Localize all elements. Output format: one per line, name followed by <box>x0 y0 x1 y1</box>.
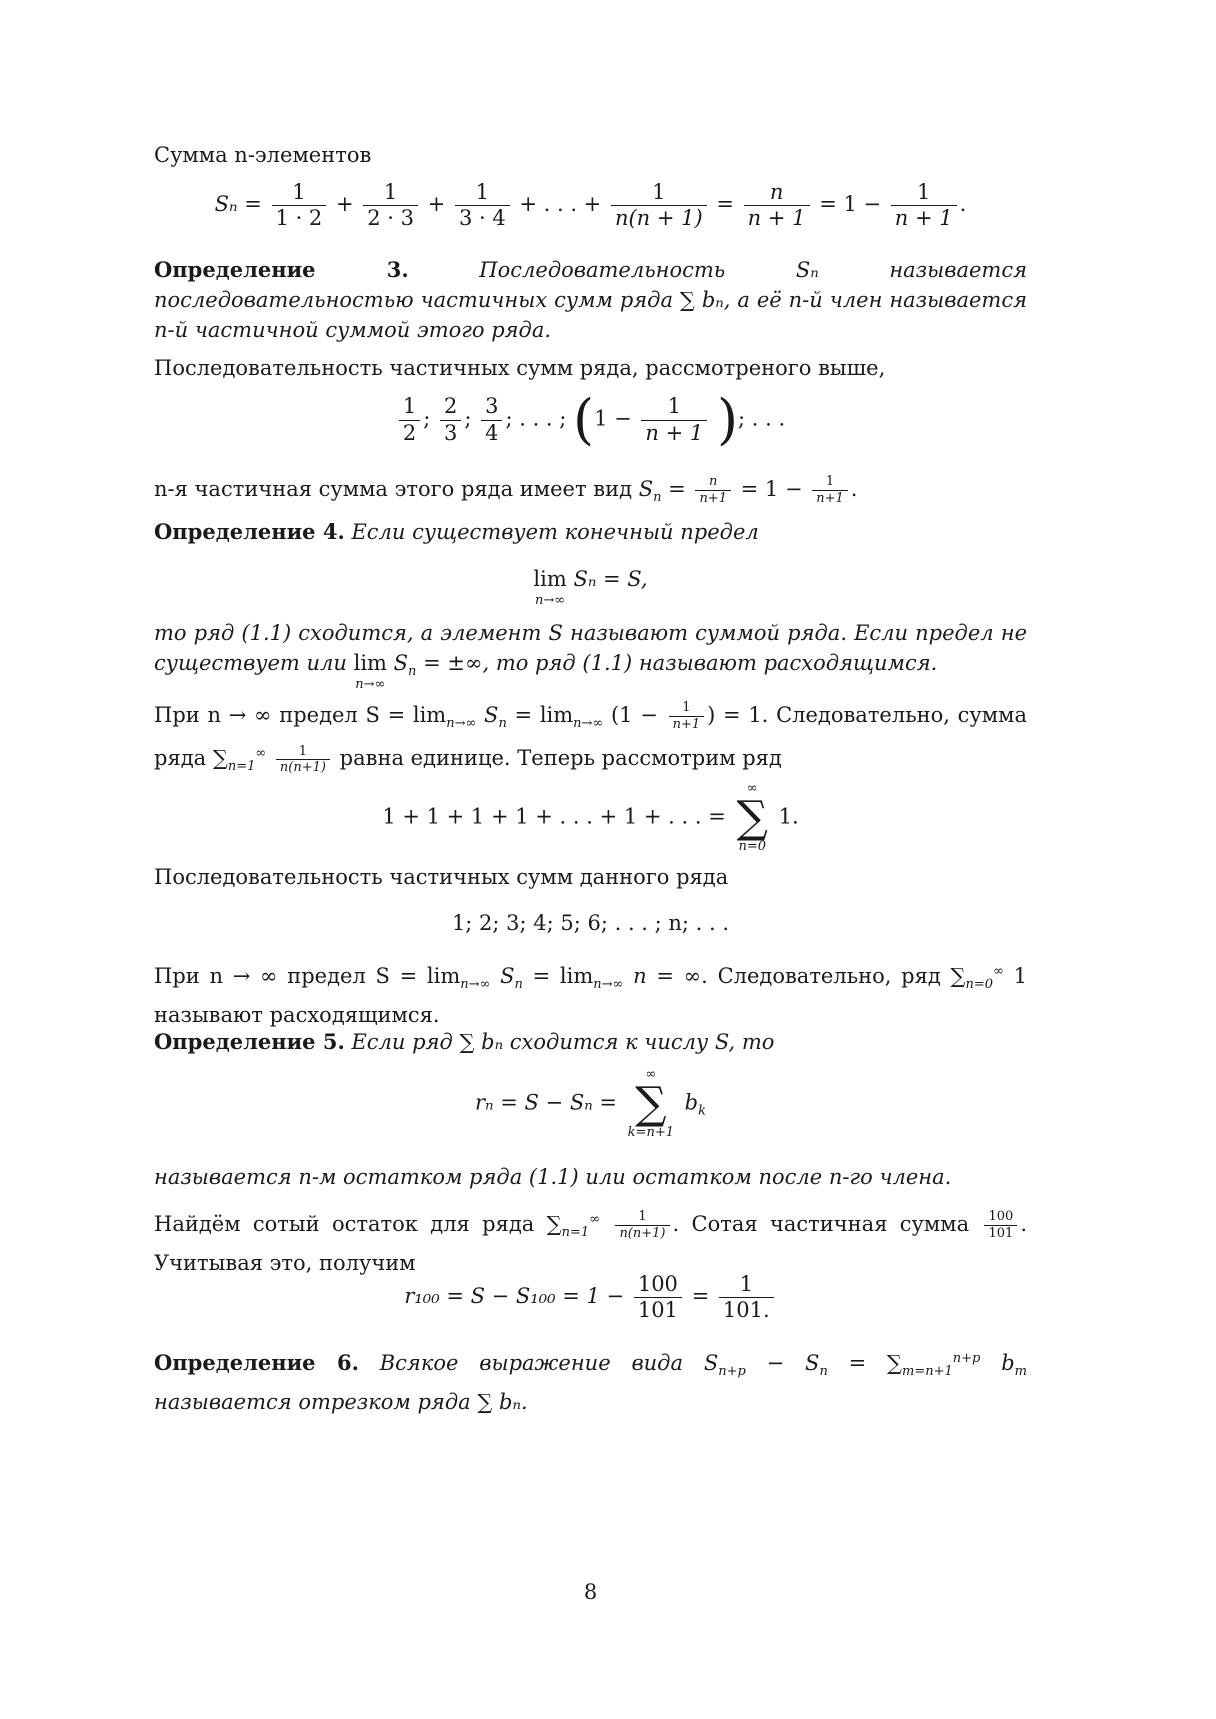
definition-4-continued: то ряд (1.1) сходится, а элемент S называют суммой ряда. Если предел не существует или lim n→∞ $S_n$ = ±∞, то ряд (1.1) называют расходящимся. <box>154 621 1027 692</box>
definition-3: Определение 3. Последовательность Sₙ называется последовательностью частичных сумм ряда ∑ bₙ, а её n-й член называется n-й частичной суммой этого ряда. <box>154 257 1027 342</box>
formula-remainder: rₙ = S − Sₙ = ∞ ∑ k=n+1 $b_k$ <box>474 1067 707 1140</box>
page-number: 8 <box>583 1580 598 1604</box>
nth-partial-line: n-я частичная сумма этого ряда имеет вид $S_n$ = $\frac{n}{n+1}$ = 1 − $\frac{1}{n+1}$ . <box>154 474 858 506</box>
definition-6: Определение 6. Всякое выражение вида $S_{n+p} - S_n = \sum_{m=n+1}^{n+p}$ $b_m$ называется отрезком ряда ∑ bₙ. <box>154 1350 1027 1415</box>
formula-limit: lim n→∞ Sₙ = S, <box>533 567 648 608</box>
definition-5-continued: называется n-м остатком ряда (1.1) или остатком после n-го члена. <box>154 1165 952 1189</box>
seq2-intro: Последовательность частичных сумм данного ряда <box>154 865 729 889</box>
partial-sums-intro: Последовательность частичных сумм ряда, рассмотреного выше, <box>154 356 886 380</box>
remainder-100-paragraph: Найдём сотый остаток для ряда $\sum_{n=1}^\infty$ $\frac{1}{n(n+1)}$ . Сотая частичная сумма $\frac{100}{101}$ . Учитывая это, получим <box>154 1209 1027 1276</box>
definition-4: Определение 4. Если существует конечный предел <box>154 519 759 544</box>
formula-sum-of-ones: 1 + 1 + 1 + 1 + . . . + 1 + . . . = ∞ ∑ n=0 1. <box>382 781 799 854</box>
divergence-paragraph: При n → ∞ предел $S = \lim_{n\to\infty} S_n = \lim_{n\to\infty} n$ = ∞. Следовательно, ряд $\sum_{n=0}^\infty$ 1 называют расходящимся. <box>154 964 1027 1028</box>
formula-r100: r₁₀₀ = S − S₁₀₀ = 1 − $\frac{100}{101}$ = $\frac{1}{101.}$ <box>154 1272 1027 1323</box>
formula-seq2: 1; 2; 3; 4; 5; 6; . . . ; n; . . . <box>451 911 730 935</box>
formula-sequence: $\frac{1}{2}$ ; $\frac{2}{3}$ ; $\frac{3}{4}$ ; . . . ; (1 − $\frac{1}{n + 1}$ ); . . . <box>154 393 1027 447</box>
intro-line: Сумма n-элементов <box>154 143 372 167</box>
definition-5: Определение 5. Если ряд ∑ bₙ сходится к числу S, то <box>154 1029 775 1054</box>
document-page <box>154 0 1027 1719</box>
convergence-paragraph: При n → ∞ предел $S = \lim_{n\to\infty} S_n = \lim_{n\to\infty} (1$ − $\frac{1}{n+1}$ ) = 1. Следовательно, сумма ряда $\sum_{n=1}^\infty$ $\frac{1}{n(n+1)}$ равна единице. Теперь рассмотрим ряд <box>154 700 1027 776</box>
formula-partial-sum: Sₙ = $\frac{1}{1 \cdot 2}$ + $\frac{1}{2 \cdot 3}$ + $\frac{1}{3 \cdot 4}$ + . . . + $\frac{1}{n(n + 1)}$ = $\frac{n}{n + 1}$ = 1 − $\frac{1}{n + 1}$ . <box>214 180 967 231</box>
